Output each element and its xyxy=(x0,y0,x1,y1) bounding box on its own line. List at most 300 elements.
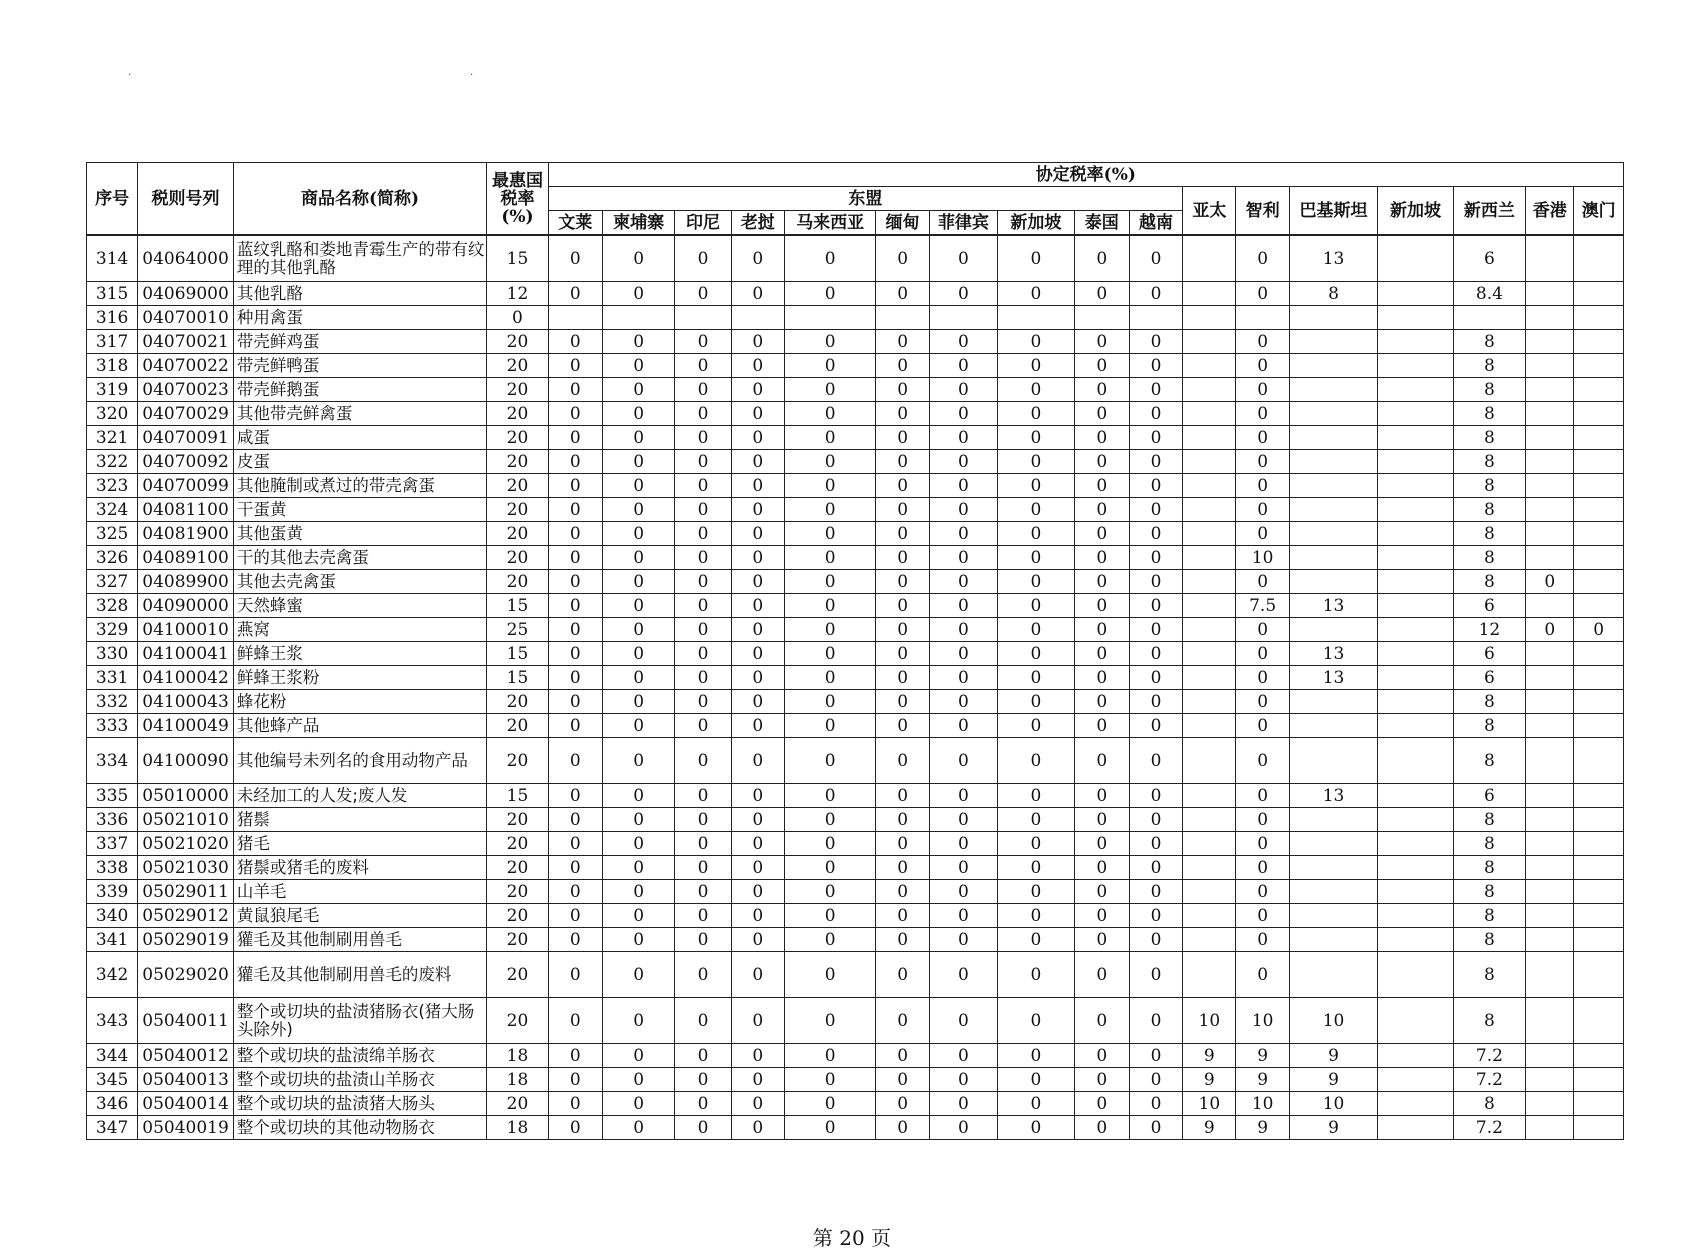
cell-agreement-rate xyxy=(1378,474,1453,498)
cell-agreement-rate xyxy=(1526,306,1574,330)
cell-agreement-rate xyxy=(1574,426,1624,450)
cell-asean-rate: 0 xyxy=(675,856,731,880)
cell-asean-rate xyxy=(1129,306,1182,330)
cell-seq: 319 xyxy=(87,378,138,402)
cell-seq: 334 xyxy=(87,738,138,784)
cell-agreement-rate: 0 xyxy=(1236,832,1289,856)
table-row xyxy=(87,808,1624,832)
cell-asean-rate: 0 xyxy=(1129,235,1182,282)
cell-seq: 342 xyxy=(87,952,138,998)
cell-asean-rate: 0 xyxy=(784,378,876,402)
cell-agreement-rate xyxy=(1574,1092,1624,1116)
cell-asean-rate: 0 xyxy=(1129,498,1182,522)
cell-agreement-rate xyxy=(1378,570,1453,594)
cell-asean-rate: 0 xyxy=(731,666,784,690)
cell-tariff-code: 05040013 xyxy=(138,1068,234,1092)
cell-asean-rate: 0 xyxy=(876,738,929,784)
cell-asean-rate: 0 xyxy=(548,546,602,570)
cell-asean-rate xyxy=(675,306,731,330)
cell-product-name: 燕窝 xyxy=(233,618,486,642)
cell-tariff-code: 05029011 xyxy=(138,880,234,904)
table-row xyxy=(87,690,1624,714)
cell-agreement-rate: 8 xyxy=(1453,426,1525,450)
cell-asean-rate: 0 xyxy=(1074,282,1129,306)
cell-agreement-rate xyxy=(1378,690,1453,714)
cell-agreement-rate: 10 xyxy=(1289,998,1378,1044)
cell-asean-rate: 0 xyxy=(1129,330,1182,354)
cell-product-name: 猪毛 xyxy=(233,832,486,856)
cell-asean-rate: 0 xyxy=(876,282,929,306)
cell-asean-rate: 0 xyxy=(675,998,731,1044)
cell-agreement-rate xyxy=(1574,642,1624,666)
table-row xyxy=(87,1116,1624,1140)
table-row xyxy=(87,1044,1624,1068)
cell-product-name: 带壳鲜鸡蛋 xyxy=(233,330,486,354)
table-row xyxy=(87,618,1624,642)
cell-asean-rate: 0 xyxy=(784,426,876,450)
cell-agreement-rate xyxy=(1378,952,1453,998)
cell-agreement-rate: 0 xyxy=(1526,618,1574,642)
cell-seq: 322 xyxy=(87,450,138,474)
cell-mfn-rate: 20 xyxy=(487,808,548,832)
cell-asean-rate: 0 xyxy=(1074,378,1129,402)
cell-asean-rate: 0 xyxy=(602,880,674,904)
cell-asean-rate: 0 xyxy=(784,546,876,570)
cell-asean-rate: 0 xyxy=(784,784,876,808)
cell-asean-rate: 0 xyxy=(602,690,674,714)
cell-agreement-rate xyxy=(1574,1044,1624,1068)
cell-asean-rate: 0 xyxy=(602,498,674,522)
cell-agreement-rate xyxy=(1289,690,1378,714)
cell-asean-rate: 0 xyxy=(731,832,784,856)
cell-agreement-rate xyxy=(1378,618,1453,642)
cell-asean-rate: 0 xyxy=(602,1092,674,1116)
cell-asean-rate: 0 xyxy=(602,330,674,354)
cell-asean-rate: 0 xyxy=(675,1116,731,1140)
cell-asean-rate: 0 xyxy=(548,666,602,690)
cell-tariff-code: 04081100 xyxy=(138,498,234,522)
cell-agreement-rate: 10 xyxy=(1289,1092,1378,1116)
cell-asean-rate: 0 xyxy=(548,522,602,546)
cell-agreement-rate xyxy=(1378,784,1453,808)
cell-agreement-rate xyxy=(1526,1068,1574,1092)
table-row xyxy=(87,1092,1624,1116)
cell-asean-rate: 0 xyxy=(1074,880,1129,904)
cell-asean-rate: 0 xyxy=(731,904,784,928)
cell-asean-rate: 0 xyxy=(602,474,674,498)
cell-agreement-rate: 0 xyxy=(1236,474,1289,498)
cell-tariff-code: 04070010 xyxy=(138,306,234,330)
cell-asean-rate: 0 xyxy=(675,235,731,282)
cell-agreement-rate xyxy=(1526,594,1574,618)
cell-asean-rate: 0 xyxy=(784,928,876,952)
cell-seq: 321 xyxy=(87,426,138,450)
cell-asean-rate: 0 xyxy=(929,904,997,928)
table-row xyxy=(87,832,1624,856)
table-row xyxy=(87,330,1624,354)
cell-asean-rate: 0 xyxy=(731,330,784,354)
cell-agreement-rate: 0 xyxy=(1236,402,1289,426)
table-row xyxy=(87,282,1624,306)
cell-agreement-rate xyxy=(1289,808,1378,832)
cell-asean-rate: 0 xyxy=(602,618,674,642)
cell-seq: 315 xyxy=(87,282,138,306)
cell-asean-rate: 0 xyxy=(548,1116,602,1140)
cell-asean-rate: 0 xyxy=(998,282,1074,306)
cell-product-name: 蜂花粉 xyxy=(233,690,486,714)
cell-tariff-code: 04069000 xyxy=(138,282,234,306)
cell-agreement-rate xyxy=(1378,546,1453,570)
cell-agreement-rate xyxy=(1526,784,1574,808)
cell-asean-rate: 0 xyxy=(675,880,731,904)
header-asean-member: 泰国 xyxy=(1074,211,1129,236)
table-row xyxy=(87,570,1624,594)
cell-asean-rate: 0 xyxy=(1129,594,1182,618)
table-row xyxy=(87,378,1624,402)
cell-agreement-rate xyxy=(1289,306,1378,330)
cell-asean-rate: 0 xyxy=(548,235,602,282)
cell-mfn-rate: 20 xyxy=(487,714,548,738)
cell-asean-rate: 0 xyxy=(929,546,997,570)
cell-agreement-rate xyxy=(1378,450,1453,474)
cell-asean-rate: 0 xyxy=(1074,570,1129,594)
cell-agreement-rate xyxy=(1289,498,1378,522)
cell-asean-rate: 0 xyxy=(784,354,876,378)
header-asean: 东盟 xyxy=(548,187,1183,211)
cell-asean-rate: 0 xyxy=(602,904,674,928)
cell-asean-rate: 0 xyxy=(602,426,674,450)
cell-tariff-code: 04100042 xyxy=(138,666,234,690)
cell-asean-rate: 0 xyxy=(876,880,929,904)
cell-asean-rate: 0 xyxy=(876,642,929,666)
cell-agreement-rate xyxy=(1526,880,1574,904)
cell-agreement-rate: 9 xyxy=(1183,1116,1236,1140)
cell-product-name: 种用禽蛋 xyxy=(233,306,486,330)
cell-agreement-rate xyxy=(1574,784,1624,808)
cell-mfn-rate: 20 xyxy=(487,690,548,714)
cell-tariff-code: 05040019 xyxy=(138,1116,234,1140)
cell-asean-rate: 0 xyxy=(784,690,876,714)
cell-asean-rate: 0 xyxy=(675,808,731,832)
cell-asean-rate: 0 xyxy=(929,378,997,402)
cell-asean-rate xyxy=(784,306,876,330)
cell-asean-rate: 0 xyxy=(1074,998,1129,1044)
cell-agreement-rate: 8 xyxy=(1453,498,1525,522)
cell-asean-rate: 0 xyxy=(731,714,784,738)
cell-agreement-rate xyxy=(1378,738,1453,784)
cell-asean-rate: 0 xyxy=(548,594,602,618)
cell-agreement-rate: 8 xyxy=(1453,402,1525,426)
cell-seq: 316 xyxy=(87,306,138,330)
cell-agreement-rate: 0 xyxy=(1236,856,1289,880)
cell-tariff-code: 05040012 xyxy=(138,1044,234,1068)
cell-asean-rate: 0 xyxy=(602,546,674,570)
cell-agreement-rate xyxy=(1289,904,1378,928)
cell-asean-rate: 0 xyxy=(784,522,876,546)
table-row xyxy=(87,928,1624,952)
cell-asean-rate: 0 xyxy=(1074,808,1129,832)
cell-agreement-rate: 8 xyxy=(1453,450,1525,474)
cell-agreement-rate: 10 xyxy=(1183,1092,1236,1116)
cell-tariff-code: 04070023 xyxy=(138,378,234,402)
cell-agreement-rate: 8 xyxy=(1453,546,1525,570)
cell-tariff-code: 04070099 xyxy=(138,474,234,498)
cell-agreement-rate: 9 xyxy=(1236,1116,1289,1140)
cell-asean-rate: 0 xyxy=(929,282,997,306)
cell-agreement-rate xyxy=(1526,832,1574,856)
cell-asean-rate: 0 xyxy=(1074,402,1129,426)
table-row xyxy=(87,714,1624,738)
cell-mfn-rate: 15 xyxy=(487,642,548,666)
cell-asean-rate: 0 xyxy=(675,498,731,522)
cell-asean-rate: 0 xyxy=(876,690,929,714)
cell-mfn-rate: 20 xyxy=(487,450,548,474)
cell-mfn-rate: 20 xyxy=(487,928,548,952)
cell-agreement-rate: 0 xyxy=(1236,808,1289,832)
cell-agreement-rate xyxy=(1378,928,1453,952)
cell-agreement-rate: 13 xyxy=(1289,594,1378,618)
cell-asean-rate: 0 xyxy=(929,808,997,832)
table-row xyxy=(87,594,1624,618)
cell-asean-rate: 0 xyxy=(998,714,1074,738)
cell-asean-rate: 0 xyxy=(548,426,602,450)
cell-asean-rate: 0 xyxy=(998,832,1074,856)
cell-agreement-rate: 0 xyxy=(1236,354,1289,378)
cell-seq: 325 xyxy=(87,522,138,546)
cell-asean-rate: 0 xyxy=(998,474,1074,498)
cell-tariff-code: 05021020 xyxy=(138,832,234,856)
cell-agreement-rate: 0 xyxy=(1236,642,1289,666)
cell-product-name: 山羊毛 xyxy=(233,880,486,904)
cell-asean-rate: 0 xyxy=(1129,282,1182,306)
cell-agreement-rate xyxy=(1574,570,1624,594)
cell-seq: 335 xyxy=(87,784,138,808)
cell-agreement-rate xyxy=(1289,618,1378,642)
cell-asean-rate: 0 xyxy=(548,1068,602,1092)
cell-agreement-rate: 6 xyxy=(1453,784,1525,808)
cell-agreement-rate xyxy=(1574,952,1624,998)
cell-agreement-rate: 8 xyxy=(1453,378,1525,402)
cell-product-name: 带壳鲜鸭蛋 xyxy=(233,354,486,378)
cell-asean-rate: 0 xyxy=(876,570,929,594)
cell-seq: 336 xyxy=(87,808,138,832)
cell-mfn-rate: 15 xyxy=(487,784,548,808)
cell-mfn-rate: 15 xyxy=(487,594,548,618)
cell-asean-rate: 0 xyxy=(731,928,784,952)
cell-agreement-rate xyxy=(1183,378,1236,402)
cell-agreement-rate: 8 xyxy=(1453,904,1525,928)
cell-agreement-rate xyxy=(1526,498,1574,522)
table-row xyxy=(87,402,1624,426)
cell-seq: 323 xyxy=(87,474,138,498)
cell-asean-rate: 0 xyxy=(1129,738,1182,784)
cell-asean-rate: 0 xyxy=(731,474,784,498)
cell-agreement-rate xyxy=(1289,354,1378,378)
cell-product-name: 其他乳酪 xyxy=(233,282,486,306)
cell-mfn-rate: 20 xyxy=(487,426,548,450)
cell-agreement-rate: 7.2 xyxy=(1453,1068,1525,1092)
cell-mfn-rate: 12 xyxy=(487,282,548,306)
cell-asean-rate: 0 xyxy=(731,1092,784,1116)
header-asean-member: 菲律宾 xyxy=(929,211,997,236)
cell-agreement-rate xyxy=(1378,594,1453,618)
cell-asean-rate: 0 xyxy=(784,618,876,642)
cell-agreement-rate xyxy=(1183,474,1236,498)
cell-asean-rate: 0 xyxy=(602,354,674,378)
cell-asean-rate: 0 xyxy=(548,498,602,522)
cell-asean-rate: 0 xyxy=(929,235,997,282)
cell-asean-rate: 0 xyxy=(998,784,1074,808)
cell-mfn-rate: 20 xyxy=(487,330,548,354)
cell-asean-rate: 0 xyxy=(876,904,929,928)
table-row xyxy=(87,354,1624,378)
cell-asean-rate: 0 xyxy=(602,1044,674,1068)
cell-asean-rate: 0 xyxy=(602,808,674,832)
cell-agreement-rate: 8 xyxy=(1453,856,1525,880)
cell-agreement-rate xyxy=(1526,642,1574,666)
cell-mfn-rate: 25 xyxy=(487,618,548,642)
cell-agreement-rate: 0 xyxy=(1236,330,1289,354)
cell-asean-rate: 0 xyxy=(1074,714,1129,738)
cell-asean-rate: 0 xyxy=(1129,832,1182,856)
cell-tariff-code: 04070022 xyxy=(138,354,234,378)
cell-asean-rate: 0 xyxy=(1074,832,1129,856)
cell-asean-rate: 0 xyxy=(548,474,602,498)
cell-tariff-code: 05029019 xyxy=(138,928,234,952)
cell-asean-rate xyxy=(998,306,1074,330)
cell-agreement-rate xyxy=(1574,1116,1624,1140)
cell-agreement-rate xyxy=(1183,282,1236,306)
cell-asean-rate: 0 xyxy=(998,498,1074,522)
cell-product-name: 未经加工的人发;废人发 xyxy=(233,784,486,808)
cell-asean-rate: 0 xyxy=(998,522,1074,546)
cell-asean-rate: 0 xyxy=(731,522,784,546)
cell-asean-rate: 0 xyxy=(929,880,997,904)
cell-agreement-rate xyxy=(1378,1044,1453,1068)
cell-tariff-code: 05040014 xyxy=(138,1092,234,1116)
cell-agreement-rate xyxy=(1289,450,1378,474)
cell-product-name: 整个或切块的盐渍绵羊肠衣 xyxy=(233,1044,486,1068)
cell-asean-rate: 0 xyxy=(1074,498,1129,522)
cell-agreement-rate xyxy=(1574,498,1624,522)
cell-agreement-rate xyxy=(1526,1044,1574,1068)
table-row xyxy=(87,450,1624,474)
cell-asean-rate: 0 xyxy=(548,450,602,474)
cell-agreement-rate xyxy=(1574,808,1624,832)
cell-asean-rate: 0 xyxy=(1074,546,1129,570)
cell-asean-rate: 0 xyxy=(1074,642,1129,666)
cell-agreement-rate: 0 xyxy=(1236,690,1289,714)
cell-agreement-rate xyxy=(1378,998,1453,1044)
cell-product-name: 咸蛋 xyxy=(233,426,486,450)
cell-agreement-rate: 0 xyxy=(1236,498,1289,522)
cell-asean-rate: 0 xyxy=(784,474,876,498)
cell-asean-rate: 0 xyxy=(876,474,929,498)
cell-product-name: 獾毛及其他制刷用兽毛 xyxy=(233,928,486,952)
cell-seq: 326 xyxy=(87,546,138,570)
cell-agreement-rate xyxy=(1574,998,1624,1044)
cell-tariff-code: 05021010 xyxy=(138,808,234,832)
cell-mfn-rate: 18 xyxy=(487,1068,548,1092)
header-other: 澳门 xyxy=(1574,187,1624,236)
cell-asean-rate: 0 xyxy=(876,1044,929,1068)
cell-agreement-rate xyxy=(1574,594,1624,618)
cell-product-name: 其他编号未列名的食用动物产品 xyxy=(233,738,486,784)
cell-mfn-rate: 20 xyxy=(487,474,548,498)
cell-asean-rate: 0 xyxy=(731,952,784,998)
cell-agreement-rate: 8 xyxy=(1289,282,1378,306)
cell-agreement-rate xyxy=(1574,450,1624,474)
cell-agreement-rate xyxy=(1289,402,1378,426)
cell-product-name: 獾毛及其他制刷用兽毛的废料 xyxy=(233,952,486,998)
cell-asean-rate: 0 xyxy=(929,426,997,450)
cell-mfn-rate: 20 xyxy=(487,354,548,378)
cell-seq: 346 xyxy=(87,1092,138,1116)
cell-agreement-rate xyxy=(1183,306,1236,330)
cell-asean-rate: 0 xyxy=(929,594,997,618)
cell-agreement-rate xyxy=(1378,1068,1453,1092)
cell-agreement-rate xyxy=(1378,354,1453,378)
cell-asean-rate: 0 xyxy=(1074,928,1129,952)
cell-asean-rate: 0 xyxy=(731,618,784,642)
cell-asean-rate: 0 xyxy=(675,904,731,928)
cell-asean-rate: 0 xyxy=(998,378,1074,402)
cell-agreement-rate xyxy=(1526,904,1574,928)
cell-agreement-rate xyxy=(1526,998,1574,1044)
cell-asean-rate: 0 xyxy=(929,618,997,642)
cell-agreement-rate xyxy=(1289,856,1378,880)
cell-agreement-rate xyxy=(1378,856,1453,880)
cell-agreement-rate: 8 xyxy=(1453,690,1525,714)
cell-asean-rate: 0 xyxy=(1129,856,1182,880)
cell-agreement-rate: 0 xyxy=(1236,784,1289,808)
cell-asean-rate: 0 xyxy=(731,450,784,474)
cell-asean-rate: 0 xyxy=(929,522,997,546)
cell-agreement-rate xyxy=(1378,832,1453,856)
cell-agreement-rate: 12 xyxy=(1453,618,1525,642)
cell-product-name: 其他腌制或煮过的带壳禽蛋 xyxy=(233,474,486,498)
cell-agreement-rate: 0 xyxy=(1236,618,1289,642)
cell-agreement-rate: 0 xyxy=(1236,928,1289,952)
cell-asean-rate: 0 xyxy=(548,402,602,426)
header-asean-member: 印尼 xyxy=(675,211,731,236)
cell-agreement-rate xyxy=(1378,714,1453,738)
cell-asean-rate: 0 xyxy=(929,1044,997,1068)
cell-agreement-rate xyxy=(1378,904,1453,928)
cell-asean-rate: 0 xyxy=(602,832,674,856)
cell-product-name: 猪鬃 xyxy=(233,808,486,832)
cell-agreement-rate xyxy=(1378,426,1453,450)
cell-asean-rate: 0 xyxy=(998,1116,1074,1140)
cell-asean-rate: 0 xyxy=(1129,808,1182,832)
cell-agreement-rate xyxy=(1183,880,1236,904)
cell-asean-rate: 0 xyxy=(731,738,784,784)
cell-asean-rate: 0 xyxy=(998,642,1074,666)
cell-agreement-rate: 13 xyxy=(1289,642,1378,666)
cell-agreement-rate xyxy=(1526,666,1574,690)
cell-agreement-rate xyxy=(1526,354,1574,378)
cell-asean-rate: 0 xyxy=(998,808,1074,832)
cell-asean-rate: 0 xyxy=(602,666,674,690)
cell-asean-rate: 0 xyxy=(1074,618,1129,642)
cell-seq: 314 xyxy=(87,235,138,282)
cell-product-name: 其他带壳鲜禽蛋 xyxy=(233,402,486,426)
cell-product-name: 蓝纹乳酪和娄地青霉生产的带有纹理的其他乳酪 xyxy=(233,235,486,282)
cell-agreement-rate: 13 xyxy=(1289,666,1378,690)
table-row xyxy=(87,1068,1624,1092)
cell-asean-rate: 0 xyxy=(1074,904,1129,928)
cell-agreement-rate xyxy=(1574,832,1624,856)
